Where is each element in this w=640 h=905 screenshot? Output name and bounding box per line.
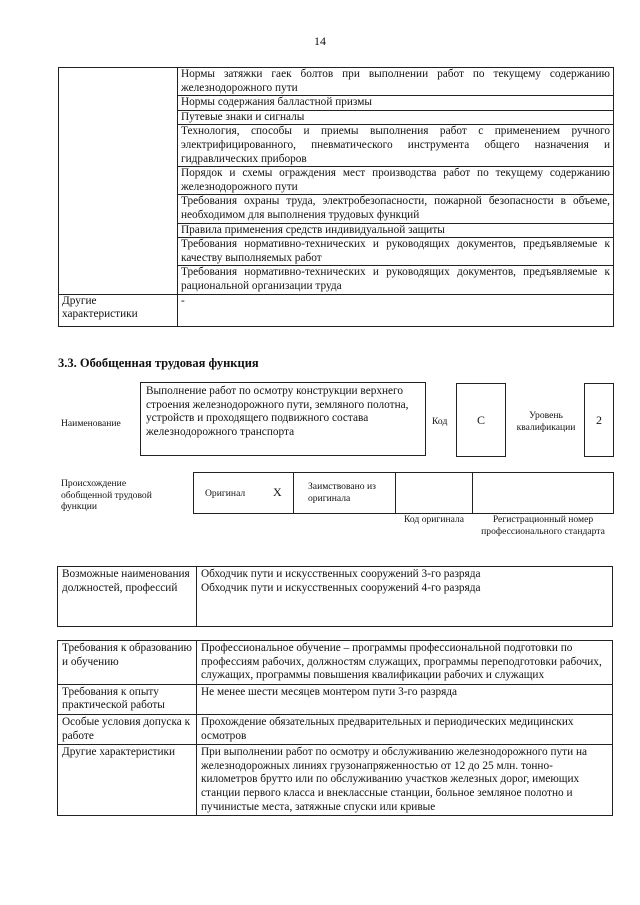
knowledge-row: Правила применения средств индивидуальной защиты [178, 223, 614, 238]
page-number: 14 [314, 34, 326, 48]
requirement-value: При выполнении работ по осмотру и обслуживанию железнодорожного пути на железнодорожных линиях грузонапряженностью от 12 до 25 млн. тонно-километров брутто или по обслуживанию участков железных дорог, имеющих станции первого класса и внеклассные станции, больное земляное полотно и пучинистые места, затяжные спуски или кривые [197, 745, 613, 816]
requirement-label: Требования к образованию и обучению [58, 641, 197, 685]
qualification-level-label: Уровень квалификации [516, 410, 576, 433]
registration-number-caption: Регистрационный номер профессионального стандарта [481, 514, 605, 537]
original-code-caption: Код оригинала [403, 514, 465, 525]
knowledge-table [58, 67, 614, 327]
function-name-value: Выполнение работ по осмотру конструкции верхнего строения железнодорожного пути, земляного полотна, устройств и проходящего подвижного состава железнодорожного транспорта [146, 385, 409, 438]
section-title: 3.3. Обобщенная трудовая функция [58, 356, 259, 370]
origin-label: Происхождение обобщенной трудовой функции [61, 478, 152, 513]
other-characteristics-label: Другие характеристики [59, 294, 178, 326]
borrowed-box [293, 472, 396, 514]
other-characteristics-value: - [178, 294, 614, 326]
function-name-box [140, 382, 426, 456]
requirement-label: Требования к опыту практической работы [58, 684, 197, 714]
name-label: Наименование [61, 418, 121, 429]
code-value: C [476, 412, 485, 427]
level-value: 2 [596, 412, 602, 427]
knowledge-row: Порядок и схемы ограждения мест производства работ по текущему содержанию железнодорожного пути [178, 167, 614, 195]
requirement-label: Другие характеристики [58, 745, 197, 816]
requirement-value: Прохождение обязательных предварительных и периодических медицинских осмотров [197, 714, 613, 744]
positions-label: Возможные наименования должностей, профессий [58, 567, 197, 627]
original-label: Оригинал [205, 488, 246, 499]
original-code-box [395, 472, 473, 514]
empty-left-cell [59, 68, 178, 295]
knowledge-row: Нормы затяжки гаек болтов при выполнении работ по текущему содержанию железнодорожного пути [178, 68, 614, 96]
registration-number-box [472, 472, 614, 514]
code-label: Код [432, 416, 448, 427]
original-box [193, 472, 294, 514]
requirements-table [57, 640, 613, 816]
knowledge-row: Путевые знаки и сигналы [178, 110, 614, 125]
borrowed-label: Заимствовано из оригинала [308, 481, 376, 504]
requirement-value: Не менее шести месяцев монтером пути 3-го разряда [197, 684, 613, 714]
requirement-label: Особые условия допуска к работе [58, 714, 197, 744]
original-mark: X [273, 485, 282, 499]
positions-value: Обходчик пути и искусственных сооружений 3-го разряда Обходчик пути и искусственных сооружений 4-го разряда [197, 567, 613, 627]
knowledge-row: Нормы содержания балластной призмы [178, 96, 614, 111]
positions-table [57, 566, 613, 627]
code-box [456, 383, 506, 457]
knowledge-row: Требования охраны труда, электробезопасности, пожарной безопасности в объеме, необходимом для выполнения трудовых функций [178, 195, 614, 223]
level-box [584, 383, 614, 457]
knowledge-row: Требования нормативно-технических и руководящих документов, предъявляемые к рациональной организации труда [178, 266, 614, 294]
knowledge-row: Технология, способы и приемы выполнения работ с применением ручного электрифицированного, пневматического инструмента общего назначения и гидравлических приборов [178, 125, 614, 167]
requirement-value: Профессиональное обучение – программы профессиональной подготовки по профессиям рабочих, должностям служащих, программы переподготовки рабочих, служащих, программы повышения квалификации рабочих и служащих [197, 641, 613, 685]
knowledge-row: Требования нормативно-технических и руководящих документов, предъявляемые к качеству выполняемых работ [178, 238, 614, 266]
